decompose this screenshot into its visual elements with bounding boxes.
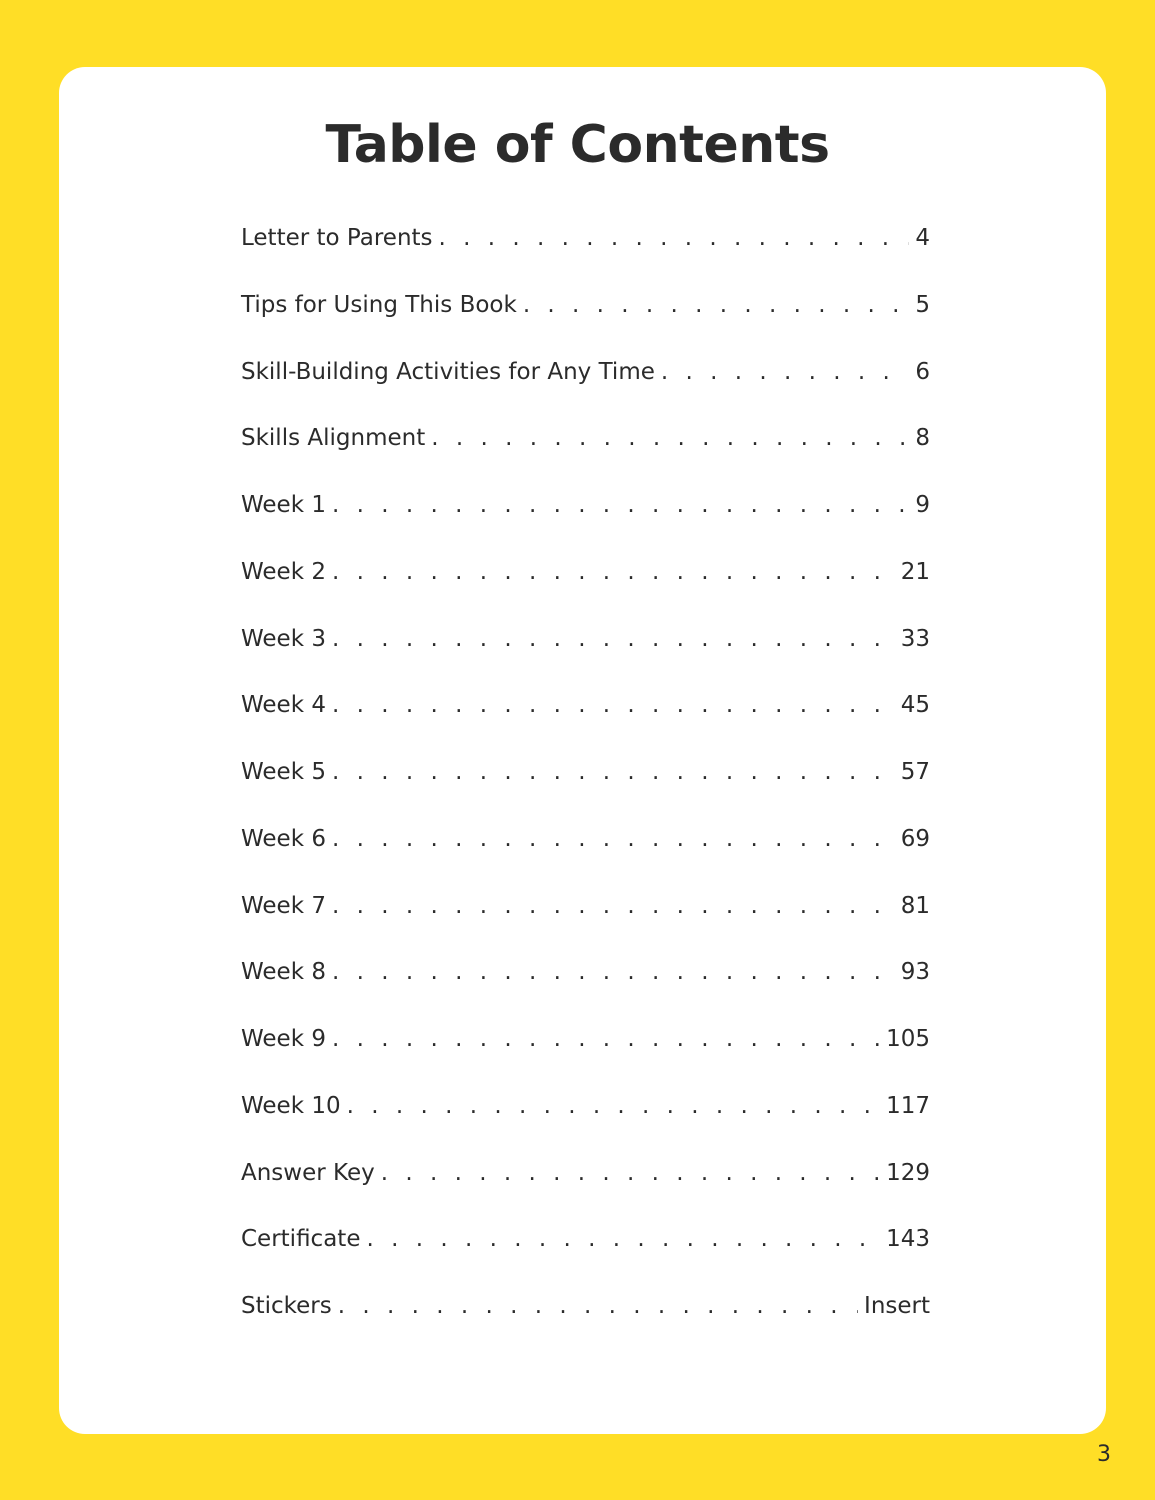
dot-leader <box>332 616 895 662</box>
dot-leader <box>347 1083 881 1129</box>
toc-entry-stickers[interactable] <box>241 1283 930 1350</box>
toc-entry-week-6[interactable] <box>241 816 930 883</box>
toc-entry-answer-key[interactable] <box>241 1150 930 1217</box>
toc-entry-week-4[interactable] <box>241 682 930 749</box>
toc-entry-label: Week 10 <box>241 1092 341 1119</box>
toc-entry-skill-building[interactable] <box>241 349 930 416</box>
dot-leader <box>338 1283 858 1329</box>
dot-leader <box>332 1016 880 1062</box>
toc-entry-label: Certificate <box>241 1226 361 1253</box>
dot-leader <box>332 549 895 595</box>
toc-entry-label: Tips for Using This Book <box>241 291 517 318</box>
toc-entry-label: Letter to Parents <box>241 225 433 251</box>
toc-entry-label: Week 8 <box>241 959 326 986</box>
dot-leader <box>439 215 910 261</box>
toc-entry-week-3[interactable] <box>241 616 930 683</box>
toc-entry-week-7[interactable] <box>241 883 930 950</box>
toc-entry-label: Week 7 <box>241 892 326 919</box>
toc-entry-page: 6 <box>915 358 930 385</box>
toc-entry-label: Week 3 <box>241 625 326 652</box>
toc-entry-week-8[interactable] <box>241 949 930 1016</box>
toc-entry-page: 4 <box>915 225 930 251</box>
toc-entry-skills-alignment[interactable] <box>241 415 930 482</box>
toc-entry-page: 93 <box>900 959 930 986</box>
toc-entry-week-2[interactable] <box>241 549 930 616</box>
dot-leader <box>431 415 909 461</box>
toc-entry-page: 129 <box>886 1159 930 1186</box>
toc-entry-label: Skills Alignment <box>241 425 426 452</box>
toc-entry-page: 33 <box>900 625 930 652</box>
table-of-contents <box>241 215 930 1350</box>
toc-entry-page: 9 <box>915 492 930 518</box>
dot-leader <box>332 749 895 795</box>
toc-entry-label: Week 9 <box>241 1026 326 1052</box>
toc-entry-page: 143 <box>886 1226 930 1253</box>
toc-entry-page: 8 <box>915 425 930 452</box>
toc-entry-letter-to-parents[interactable] <box>241 215 930 282</box>
toc-entry-label: Stickers <box>241 1293 332 1319</box>
toc-entry-page: 45 <box>900 692 930 719</box>
toc-entry-label: Week 2 <box>241 558 326 585</box>
page-title: Table of Contents <box>325 115 830 175</box>
toc-entry-page: 117 <box>886 1092 930 1119</box>
toc-entry-week-5[interactable] <box>241 749 930 816</box>
dot-leader <box>332 482 909 528</box>
toc-entry-label: Skill-Building Activities for Any Time <box>241 358 655 385</box>
toc-entry-week-9[interactable] <box>241 1016 930 1083</box>
toc-entry-week-10[interactable] <box>241 1083 930 1150</box>
toc-entry-label: Week 5 <box>241 759 326 785</box>
toc-entry-page: 57 <box>900 759 930 785</box>
dot-leader <box>332 949 895 995</box>
dot-leader <box>523 282 910 328</box>
toc-entry-label: Week 4 <box>241 692 326 719</box>
dot-leader <box>332 883 895 929</box>
dot-leader <box>332 816 895 862</box>
toc-entry-page: 81 <box>900 892 930 919</box>
toc-entry-certificate[interactable] <box>241 1216 930 1283</box>
toc-entry-page: 105 <box>886 1026 930 1052</box>
dot-leader <box>366 1216 880 1262</box>
toc-entry-tips[interactable] <box>241 282 930 349</box>
toc-entry-page: 69 <box>900 825 930 852</box>
toc-entry-label: Week 6 <box>241 825 326 852</box>
dot-leader <box>661 349 909 395</box>
toc-entry-page: 21 <box>900 558 930 585</box>
toc-entry-label: Week 1 <box>241 492 326 518</box>
toc-entry-label: Answer Key <box>241 1159 375 1186</box>
toc-entry-week-1[interactable] <box>241 482 930 549</box>
dot-leader <box>381 1150 880 1196</box>
toc-entry-page: 5 <box>915 291 930 318</box>
page-number: 3 <box>1097 1442 1111 1467</box>
toc-entry-page: Insert <box>864 1293 930 1319</box>
dot-leader <box>332 682 895 728</box>
